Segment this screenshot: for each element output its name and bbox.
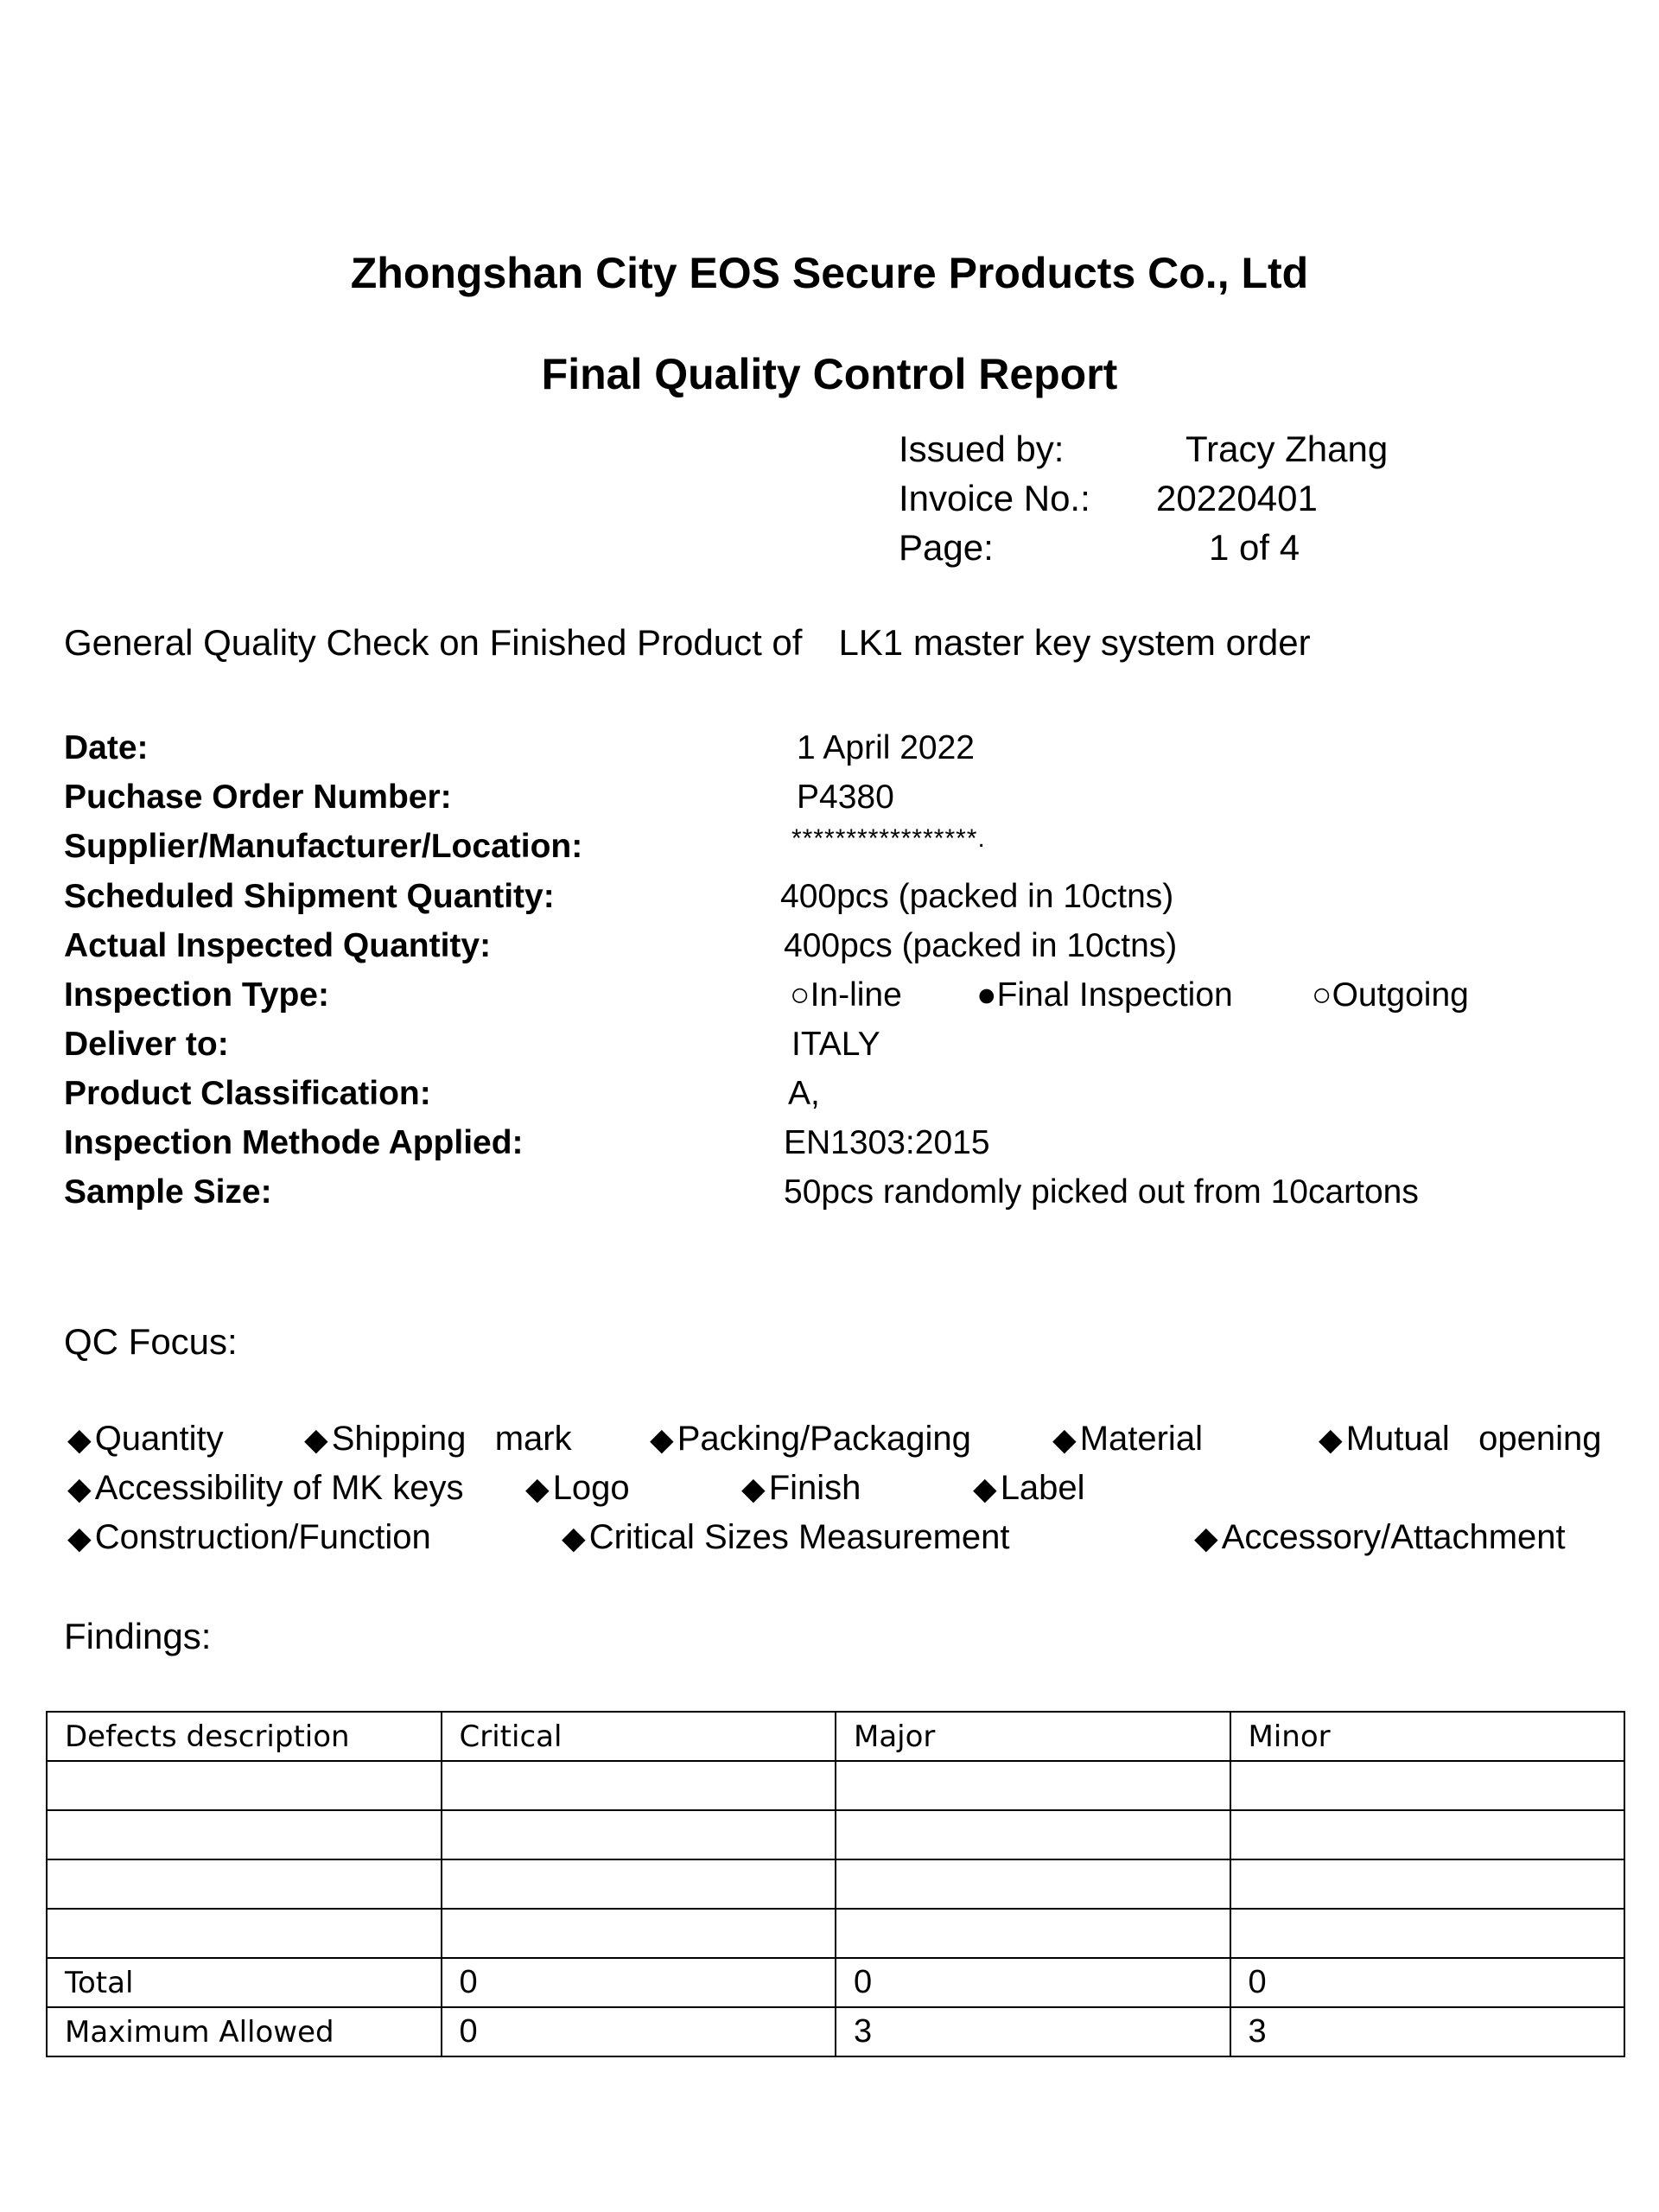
classification-label: Product Classification: bbox=[64, 1075, 431, 1112]
invoice-label: Invoice No.: bbox=[899, 478, 1090, 518]
inspection-option-label: Outgoing bbox=[1332, 976, 1469, 1014]
column-header: Defects description bbox=[47, 1712, 442, 1761]
table-row bbox=[47, 1859, 1624, 1909]
column-header: Minor bbox=[1230, 1712, 1625, 1761]
focus-item: ◆ Material bbox=[1052, 1420, 1203, 1458]
radio-filled-icon: ● bbox=[976, 976, 997, 1014]
diamond-bullet-icon: ◆ bbox=[973, 1471, 997, 1506]
diamond-bullet-icon: ◆ bbox=[67, 1520, 92, 1555]
focus-item: ◆ Packing/Packaging bbox=[650, 1420, 971, 1458]
table-cell bbox=[442, 1761, 836, 1810]
actual-qty-value: 400pcs (packed in 10ctns) bbox=[784, 927, 1178, 964]
row-label: Total bbox=[47, 1958, 442, 2007]
issued-by-label: Issued by: bbox=[899, 429, 1065, 469]
total-row bbox=[47, 1958, 1624, 2007]
table-cell bbox=[442, 1810, 836, 1859]
table-cell bbox=[1230, 1859, 1625, 1909]
diamond-bullet-icon: ◆ bbox=[67, 1421, 92, 1457]
diamond-bullet-icon: ◆ bbox=[650, 1421, 674, 1457]
date-value: 1 April 2022 bbox=[797, 729, 975, 766]
focus-item: ◆ Critical Sizes Measurement bbox=[562, 1518, 1010, 1556]
diamond-bullet-icon: ◆ bbox=[67, 1471, 92, 1506]
table-cell bbox=[836, 1859, 1230, 1909]
row-label: Maximum Allowed bbox=[47, 2007, 442, 2056]
table-cell bbox=[442, 1859, 836, 1909]
table-row bbox=[47, 1810, 1624, 1859]
diamond-bullet-icon: ◆ bbox=[1194, 1520, 1218, 1555]
sample-size-value: 50pcs randomly picked out from 10cartons bbox=[784, 1173, 1419, 1211]
table-cell: 0 bbox=[442, 2007, 836, 2056]
diamond-bullet-icon: ◆ bbox=[741, 1471, 766, 1506]
focus-item: ◆ Mutual opening bbox=[1319, 1420, 1602, 1458]
scheduled-qty-value: 400pcs (packed in 10ctns) bbox=[780, 878, 1174, 915]
invoice-value: 20220401 bbox=[1156, 478, 1318, 518]
radio-empty-icon: ○ bbox=[790, 976, 810, 1014]
table-cell: 0 bbox=[442, 1958, 836, 2007]
report-title: Final Quality Control Report bbox=[541, 350, 1118, 398]
page-value: 1 of 4 bbox=[1209, 527, 1300, 568]
diamond-bullet-icon: ◆ bbox=[1052, 1421, 1077, 1457]
table-cell: 3 bbox=[1230, 2007, 1625, 2056]
intro-label: General Quality Check on Finished Product of bbox=[64, 622, 803, 663]
diamond-bullet-icon: ◆ bbox=[304, 1421, 328, 1457]
scheduled-qty-label: Scheduled Shipment Quantity: bbox=[64, 878, 555, 915]
inspection-option-outgoing bbox=[1312, 976, 1469, 1014]
qc-focus-heading: QC Focus: bbox=[64, 1321, 238, 1362]
company-name: Zhongshan City EOS Secure Products Co., Ltd bbox=[350, 249, 1309, 297]
table-cell bbox=[47, 1909, 442, 1958]
findings-heading: Findings: bbox=[64, 1616, 212, 1656]
focus-item: ◆ Finish bbox=[741, 1469, 861, 1507]
diamond-bullet-icon: ◆ bbox=[1319, 1421, 1343, 1457]
radio-empty-icon: ○ bbox=[1312, 976, 1332, 1014]
focus-item: ◆ Quantity bbox=[67, 1420, 224, 1458]
inspection-option-label: In-line bbox=[810, 976, 902, 1014]
inspection-option-inline bbox=[790, 976, 902, 1014]
intro-line bbox=[64, 622, 1311, 664]
table-row bbox=[47, 1761, 1624, 1810]
maximum-allowed-row bbox=[47, 2007, 1624, 2056]
deliver-label: Deliver to: bbox=[64, 1026, 229, 1063]
inspection-option-final bbox=[976, 976, 1233, 1014]
findings-table bbox=[46, 1711, 1625, 2057]
diamond-bullet-icon: ◆ bbox=[525, 1471, 550, 1506]
focus-item: ◆ Logo bbox=[525, 1469, 630, 1507]
classification-value: A, bbox=[788, 1075, 820, 1112]
focus-item: ◆ Accessory/Attachment bbox=[1194, 1518, 1566, 1556]
column-header: Critical bbox=[442, 1712, 836, 1761]
table-cell: 3 bbox=[836, 2007, 1230, 2056]
po-label: Puchase Order Number: bbox=[64, 779, 452, 816]
table-cell bbox=[47, 1810, 442, 1859]
inspection-type-label: Inspection Type: bbox=[64, 976, 329, 1014]
table-header-row bbox=[47, 1712, 1624, 1761]
table-row bbox=[47, 1909, 1624, 1958]
issued-by-value: Tracy Zhang bbox=[1185, 429, 1389, 469]
table-cell bbox=[1230, 1761, 1625, 1810]
supplier-value: *****************. bbox=[791, 824, 986, 853]
actual-qty-label: Actual Inspected Quantity: bbox=[64, 927, 492, 964]
table-cell bbox=[836, 1761, 1230, 1810]
focus-item: ◆ Shipping mark bbox=[304, 1420, 572, 1458]
method-label: Inspection Methode Applied: bbox=[64, 1124, 524, 1161]
method-value: EN1303:2015 bbox=[784, 1124, 990, 1161]
focus-item: ◆ Accessibility of MK keys bbox=[67, 1469, 464, 1507]
table-cell bbox=[47, 1761, 442, 1810]
page-label: Page: bbox=[899, 527, 994, 568]
table-cell bbox=[442, 1909, 836, 1958]
focus-item: ◆ Label bbox=[973, 1469, 1085, 1507]
column-header: Major bbox=[836, 1712, 1230, 1761]
supplier-label: Supplier/Manufacturer/Location: bbox=[64, 828, 583, 865]
table-cell bbox=[836, 1909, 1230, 1958]
diamond-bullet-icon: ◆ bbox=[562, 1520, 586, 1555]
table-cell: 0 bbox=[836, 1958, 1230, 2007]
inspection-option-label: Final Inspection bbox=[996, 976, 1233, 1014]
table-cell bbox=[836, 1810, 1230, 1859]
po-value: P4380 bbox=[797, 779, 894, 816]
intro-value: LK1 master key system order bbox=[838, 622, 1311, 663]
table-cell bbox=[1230, 1810, 1625, 1859]
table-cell bbox=[1230, 1909, 1625, 1958]
focus-item: ◆ Construction/Function bbox=[67, 1518, 431, 1556]
deliver-value: ITALY bbox=[791, 1026, 880, 1063]
table-cell: 0 bbox=[1230, 1958, 1625, 2007]
date-label: Date: bbox=[64, 729, 149, 766]
table-cell bbox=[47, 1859, 442, 1909]
sample-size-label: Sample Size: bbox=[64, 1173, 272, 1211]
